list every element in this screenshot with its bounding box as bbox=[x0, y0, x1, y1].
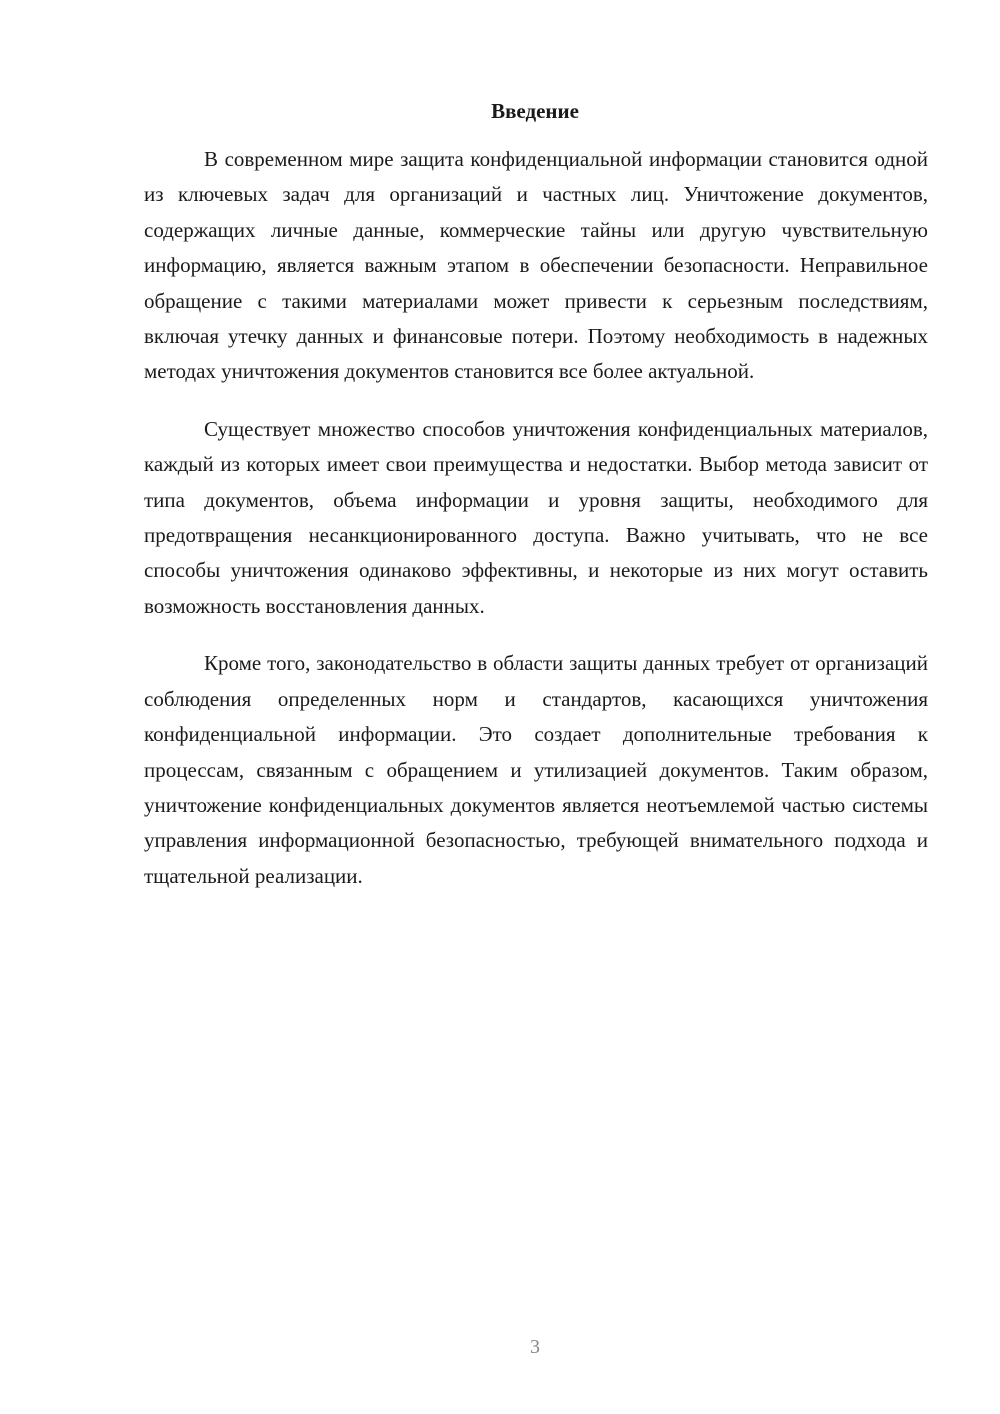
page-number: 3 bbox=[530, 1336, 540, 1358]
section-heading: Введение bbox=[491, 99, 579, 123]
paragraph-2: Существует множество способов уничтожения конфиденциальных материалов, каждый из которых имеет свои преимущества и недостатки. Выбор метода зависит от типа документов, объема информации и уровня защиты, необходимого для предотвращения несанкционированного доступа. Важно учитывать, что не все способы уничтожения одинаково эффективны, и некоторые из них могут оставить возможность восстановления данных. bbox=[144, 416, 928, 618]
paragraph-3: Кроме того, законодательство в области защиты данных требует от организаций соблюдения определенных норм и стандартов, касающихся уничтожения конфиденциальной информации. Это создает дополнительные требования к процессам, связанным с обращением и утилизацией документов. Таким образом, уничтожение конфиденциальных документов является неотъемлемой частью системы управления информационной безопасностью, требующей внимательного подхода и тщательной реализации. bbox=[144, 651, 928, 888]
paragraph-1: В современном мире защита конфиденциальной информации становится одной из ключевых задач для организаций и частных лиц. Уничтожение документов, содержащих личные данные, коммерческие тайны или другую чувствительную информацию, является важным этапом в обеспечении безопасности. Неправильное обращение с такими материалами может привести к серьезным последствиям, включая утечку данных и финансовые потери. Поэтому необходимость в надежных методах уничтожения документов становится все более актуальной. bbox=[144, 147, 928, 384]
body-text bbox=[144, 142, 928, 916]
